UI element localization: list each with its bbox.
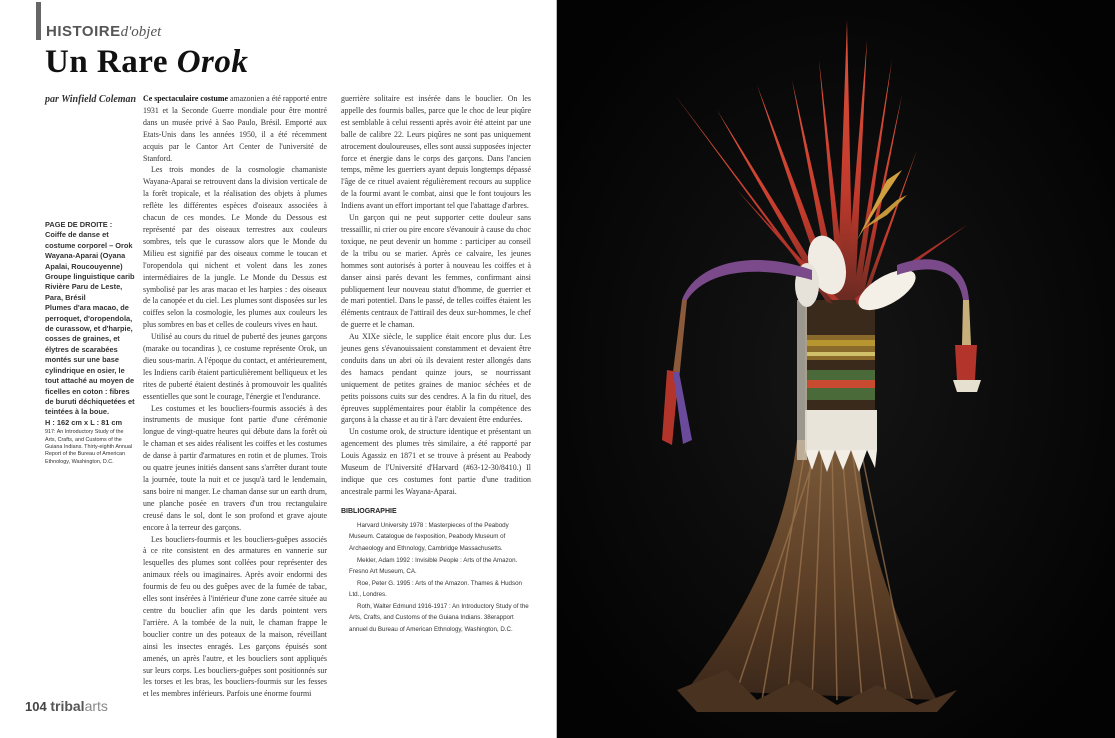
caption-line: Groupe linguistique carib [45, 272, 135, 282]
page-folio [25, 698, 108, 714]
magazine-name: tribalarts [50, 698, 108, 714]
title-plain: Un Rare [45, 44, 177, 80]
caption-credit: 917: An Introductory Study of the Arts, Crafts, and Customs of the Guiana Indians. Thirty-eighth Annual Report of the Bureau of American Ethnology, Washington, D.C. [45, 429, 133, 465]
lead-bold: Ce spectaculaire costume [143, 94, 228, 103]
article-title [45, 44, 248, 81]
caption-line: H : 162 cm x L : 81 cm [45, 417, 123, 427]
bibliography-entry: Roe, Peter G. 1995 : Arts of the Amazon. Thames & Hudson Ltd., Londres. [349, 579, 522, 599]
article-column-2 [341, 93, 531, 636]
article-paragraph: Les trois mondes de la cosmologie chamaniste Wayana-Aparai se retrouvent dans la division verticale de la forêt tropicale, et la réalisation des objets à plumes reflète les différentes espèces d'oiseaux associées à chacun de ces mondes. Le Monde du Dessous est représenté par des oiseaux terrestres aux couleurs sombres, tels que le curassow alors que le Monde du Milieu est signifié par des oiseaux comme le toucan et l'oropendola qui nichent et volent dans les zones intermédiaires de la jungle. Le Monde du Dessus est symbolisé par les aras macao et les harpies : des oiseaux de la canopée et du ciel. Les plumes sont disposées sur les coiffes selon la cosmologie, les plumes aux couleurs les plus sombres en bas et celles de couleurs vives en haut. [143, 165, 327, 330]
rubric-bar [36, 2, 41, 40]
article-paragraph: guerrière solitaire est insérée dans le bouclier. On les appelle des fourmis balles, parce que le choc de leur piqûre est semblable à celui ressenti après avoir été atteint par une balle de calibre 22. Leurs piqûres ne sont pas uniquement atrocement douloureuses, elles sont aussi supposées injecter force et énergie dans le corps des garçons. Dans l'ancien temps, même les guerriers ayant depuis longtemps dépassé l'âge de ce rituel avaient régulièrement recours au supplice de la fourmi avant le combat, ainsi que le font toujours les Indiens avant un effort important tel que l'abattage d'arbres. [341, 94, 531, 211]
title-italic: Orok [176, 44, 249, 80]
photo-caption [45, 220, 135, 466]
page-number: 104 [25, 699, 47, 714]
basket-body [797, 300, 877, 472]
article-paragraph: Ce spectaculaire costume amazonien a été rapporté entre 1931 et la Seconde Guerre mondiale pour être montré dans un musée privé à Sao Paulo, Brésil. Emporté aux Etats-Unis dans les années 1950, il a été récemment acquis par le Cantor Art Center de l'université de Stanford. [143, 94, 327, 163]
bibliography-heading: BIBLIOGRAPHIE [341, 507, 397, 515]
right-page-photo [557, 0, 1115, 738]
caption-line: Plumes d'ara macao, de perroquet, d'oropendola, de curassow, et d'harpie, cosses de graines, et élytres de scarabées montés sur une base cylindrique en osier, le tout attaché au moyen de ficelles en coton : fibres de buruti déchiquetées et teintées à la boue. [45, 303, 135, 417]
article-paragraph: Au XIXe siècle, le supplice était encore plus dur. Les jeunes gens s'évanouissaient constamment et devaient être conduits dans un abri où ils devaient rester allongés dans des hamacs pendant quinze jours, se nourrissant uniquement de petites graines de manioc séchées et de petits poissons cuits sur des cendres. A la fin du rituel, des épreuves supplémentaires pour établir la compétence des garçons à la chasse et au tir à l'arc devaient être endurées. [341, 332, 531, 425]
caption-line: Rivière Paru de Leste, Para, Brésil [45, 282, 123, 302]
article-paragraph: Les costumes et les boucliers-fourmis associés à des instruments de musique font partie d'une cérémonie longue de vingt-quatre heures qui débute dans la forêt où le chaman et ses aides réalisent les coiffes et les costumes de danse à partir d'armatures en rotin et de plumes. Trois ou quatre jeunes initiés dansent sans s'arrêter durant toute la journée, toute la nuit et ce jusqu'à tard le lendemain, sans boire ni manger. Le chaman danse sur un earth drum, une planche posée en travers d'un trou rectangulaire creusé dans le sol, dont le son profond et grave ajoute encore à la terreur des garçons. [143, 403, 327, 532]
article-column-1 [143, 93, 327, 700]
left-page [0, 0, 557, 738]
caption-line: Wayana-Aparai (Oyana Apalai, Roucouyenne) [45, 251, 126, 271]
caption-line: Coiffe de danse et costume corporel – Orok [45, 230, 133, 250]
article-paragraph: Les boucliers-fourmis et les boucliers-guêpes associés à ce rite consistent en des armatures en vannerie sur lesquelles des plumes sont collées pour représenter des animaux réels ou imaginaires. Après avoir endormi des fourmis de feu ou des guêpes avec de la fumée de tabac, elles sont insérées à l'intérieur d'une zone carrée située au centre du bouclier afin que les dards pointent vers l'arrière. A la tombée de la nuit, le chaman frappe le bouclier contre un des poteaux de la maison, réveillant ainsi les insectes enragés. Les garçons épuisés sont amenés, un après l'autre, et les boucliers sont appliqués sur leurs corps. Les boucliers-guêpes sont positionnés sur les torses et les bras, les boucliers-fourmis sur les fesses et les membres inférieurs. Parfois une énorme fourmi [143, 534, 327, 699]
bibliography-entry: Roth, Walter Edmund 1916-1917 : An Introductory Study of the Arts, Crafts, and Customs of the Guiana Indians. 38erapport annuel du Bureau of American Ethnology, Washington, D.C. [349, 602, 529, 634]
rubric-main: HISTOIRE [46, 23, 121, 40]
article-paragraph: Un costume orok, de structure identique et présentant un agencement des plumes très similaire, a été rapporté par Louis Agassiz en 1871 et se trouve à présent au Peabody Museum de l'Université d'Harvard (#63-12-30/8410.) Il indique que ces costumes font partie d'une tradition ancestrale parmi les Wayana-Aparai. [341, 427, 531, 496]
article-paragraph: Utilisé au cours du rituel de puberté des jeunes garçons (marake ou tocandiras ), ce costume représente Orok, un dieu sous-marin. A l'époque du contact, et antérieurement, les Indiens carib étaient particulièrement belliqueux et les rites de puberté étaient destinés à promouvoir les qualités essentielles que sont le courage, l'énergie et l'endurance. [143, 332, 327, 401]
orok-costume-photo [557, 0, 1115, 738]
article-paragraph: Un garçon qui ne peut supporter cette douleur sans tressaillir, ni crier ou pire encore s'évanouir à cause du choc toxique, ne peut devenir un homme : participer au conseil de la tribu ou se marier. Après ce calvaire, les jeunes hommes sont autorisés à porter à nouveau les coiffes et à danser ainsi parés devant les femmes, confirmant ainsi publiquement leur nouveau statut d'homme, de guerrier et de mari potentiel. Dans le passé, de telles coiffes étaient les éléments centraux de l'attirail des deux sur-hommes, le chef de guerre et le chaman. [341, 213, 531, 330]
bibliography-entry: Harvard University 1978 : Masterpieces of the Peabody Museum. Catalogue de l'exposition, Peabody Museum of Archaeology and Ethnology, Cambridge Massachusetts. [349, 521, 509, 552]
byline: par Winfield Coleman [45, 94, 137, 105]
rubric-sub: d'objet [120, 24, 162, 40]
section-rubric [46, 23, 161, 41]
caption-line: PAGE DE DROITE : [45, 220, 113, 229]
bibliography-entry: Mekler, Adam 1992 : Invisible People : Arts of the Amazon. Fresno Art Museum, CA. [349, 556, 518, 576]
